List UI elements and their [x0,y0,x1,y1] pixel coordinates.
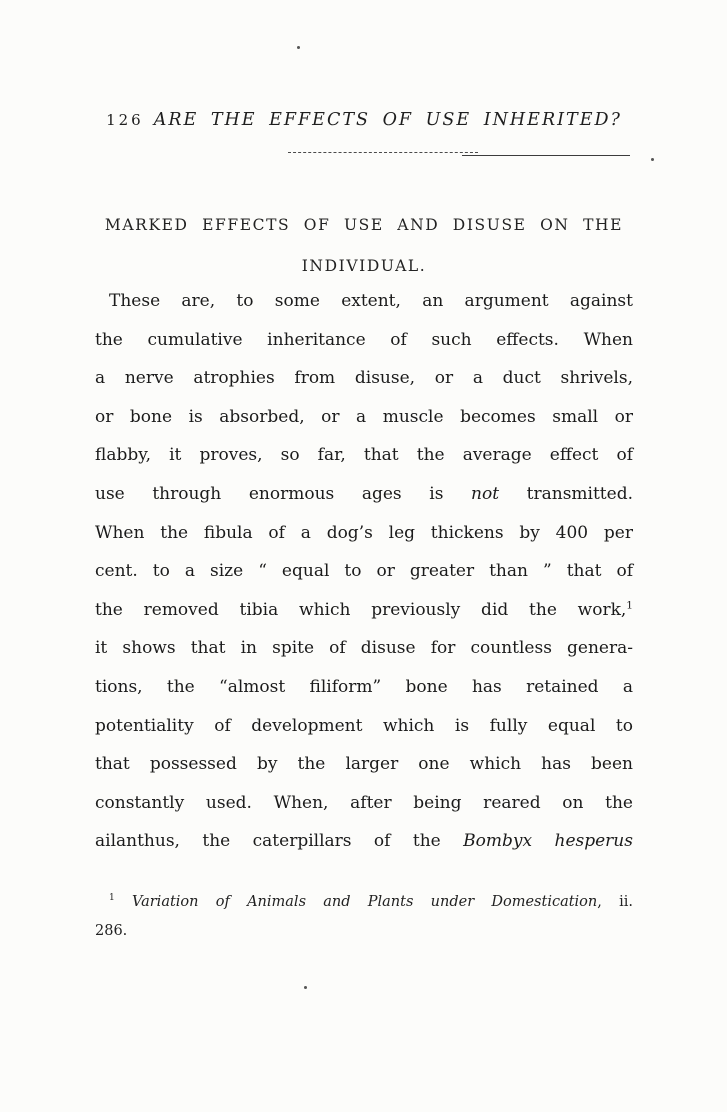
text-line: tions, the “almost filiform” bone has retained a [95,676,633,697]
text-line: These are, to some extent, an argument against [109,291,633,311]
text-line: $^1$ Variation of Animals and Plants under Domestication, ii. [109,893,634,910]
text-line: ailanthus, the caterpillars of the Bombyx hesperus [95,831,633,852]
header-rule-dashed [288,152,478,153]
text-line: it shows that in spite of disuse for countless genera- [95,638,633,659]
text-line: or bone is absorbed, or a muscle becomes small or [95,406,633,427]
text-line: When the fibula of a dog’s leg thickens by 400 per [95,522,633,543]
text-line: flabby, it proves, so far, that the average effect of [95,445,633,466]
text-line: potentiality of development which is fully equal to [95,715,633,736]
section-heading [95,205,633,287]
scan-speck [297,46,300,49]
footnote [95,888,633,946]
section-heading-line2: INDIVIDUAL. [301,257,427,275]
scan-speck [304,986,307,989]
body-text [95,282,633,861]
text-line: cent. to a size “ equal to or greater than ” that of [95,561,633,582]
running-head [95,110,633,130]
section-heading-line1: MARKED EFFECTS OF USE AND DISUSE ON THE [104,216,624,234]
text-line: the cumulative inheritance of such effects. When [95,329,633,350]
text-line: the removed tibia which previously did the work,$^1$ [95,599,633,620]
text-line: use through enormous ages is not transmitted. [95,483,633,504]
header-rule-solid [462,155,630,156]
scan-speck [651,158,654,161]
page-number: 126 [106,111,144,129]
running-title: ARE THE EFFECTS OF USE INHERITED? [153,110,622,130]
text-line: that possessed by the larger one which has been [95,754,633,775]
text-line: 286. [95,923,128,939]
text-line: constantly used. When, after being reared on the [95,792,633,813]
text-line: a nerve atrophies from disuse, or a duct shrivels, [95,368,633,389]
